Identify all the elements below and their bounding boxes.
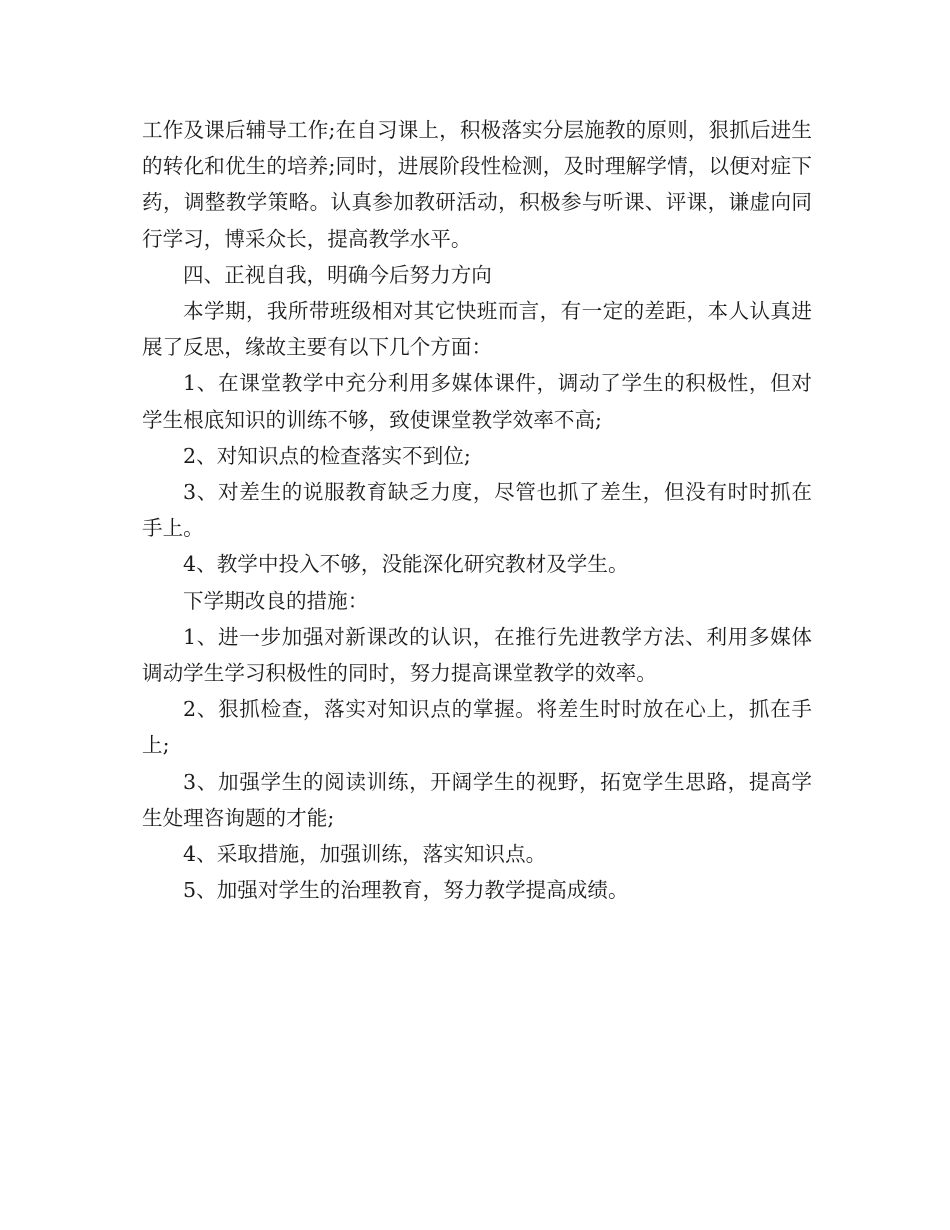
list-item-problem-1: 1、在课堂教学中充分利用多媒体课件，调动了学生的积极性，但对学生根底知识的训练不够，致使课堂教学效率不高; bbox=[142, 371, 812, 432]
list-item-measure-3: 3、加强学生的阅读训练，开阔学生的视野，拓宽学生思路，提高学生处理咨询题的才能; bbox=[142, 769, 812, 830]
paragraph-reflection: 本学期，我所带班级相对其它快班而言，有一定的差距，本人认真进展了反思，缘故主要有以下几个方面： bbox=[142, 299, 812, 360]
list-item-measure-5: 5、加强对学生的治理教育，努力教学提高成绩。 bbox=[183, 878, 629, 903]
list-item-problem-4: 4、教学中投入不够，没能深化研究教材及学生。 bbox=[183, 552, 629, 577]
list-item-problem-2: 2、对知识点的检查落实不到位; bbox=[183, 443, 471, 468]
list-item-measure-1: 1、进一步加强对新课改的认识，在推行先进教学方法、利用多媒体调动学生学习积极性的同时，努力提高课堂教学的效率。 bbox=[142, 624, 812, 686]
paragraph-continuation: 工作及课后辅导工作;在自习课上，积极落实分层施教的原则，狠抓后进生的转化和优生的培养;同时，进展阶段性检测，及时理解学情，以便对症下药，调整教学策略。认真参加教研活动，积极参与听课、评课，谦虚向同行学习，博采众长，提高教学水平。 bbox=[142, 118, 812, 251]
section-heading: 四、正视自我，明确今后努力方向 bbox=[183, 262, 492, 287]
list-item-measure-4: 4、采取措施，加强训练，落实知识点。 bbox=[183, 842, 547, 867]
document-page bbox=[142, 112, 812, 908]
list-item-measure-2: 2、狠抓检查，落实对知识点的掌握。将差生时时放在心上，抓在手上; bbox=[142, 697, 812, 758]
list-item-problem-3: 3、对差生的说服教育缺乏力度，尽管也抓了差生，但没有时时抓在手上。 bbox=[142, 480, 812, 541]
subheading-improvements: 下学期改良的措施： bbox=[183, 588, 369, 613]
